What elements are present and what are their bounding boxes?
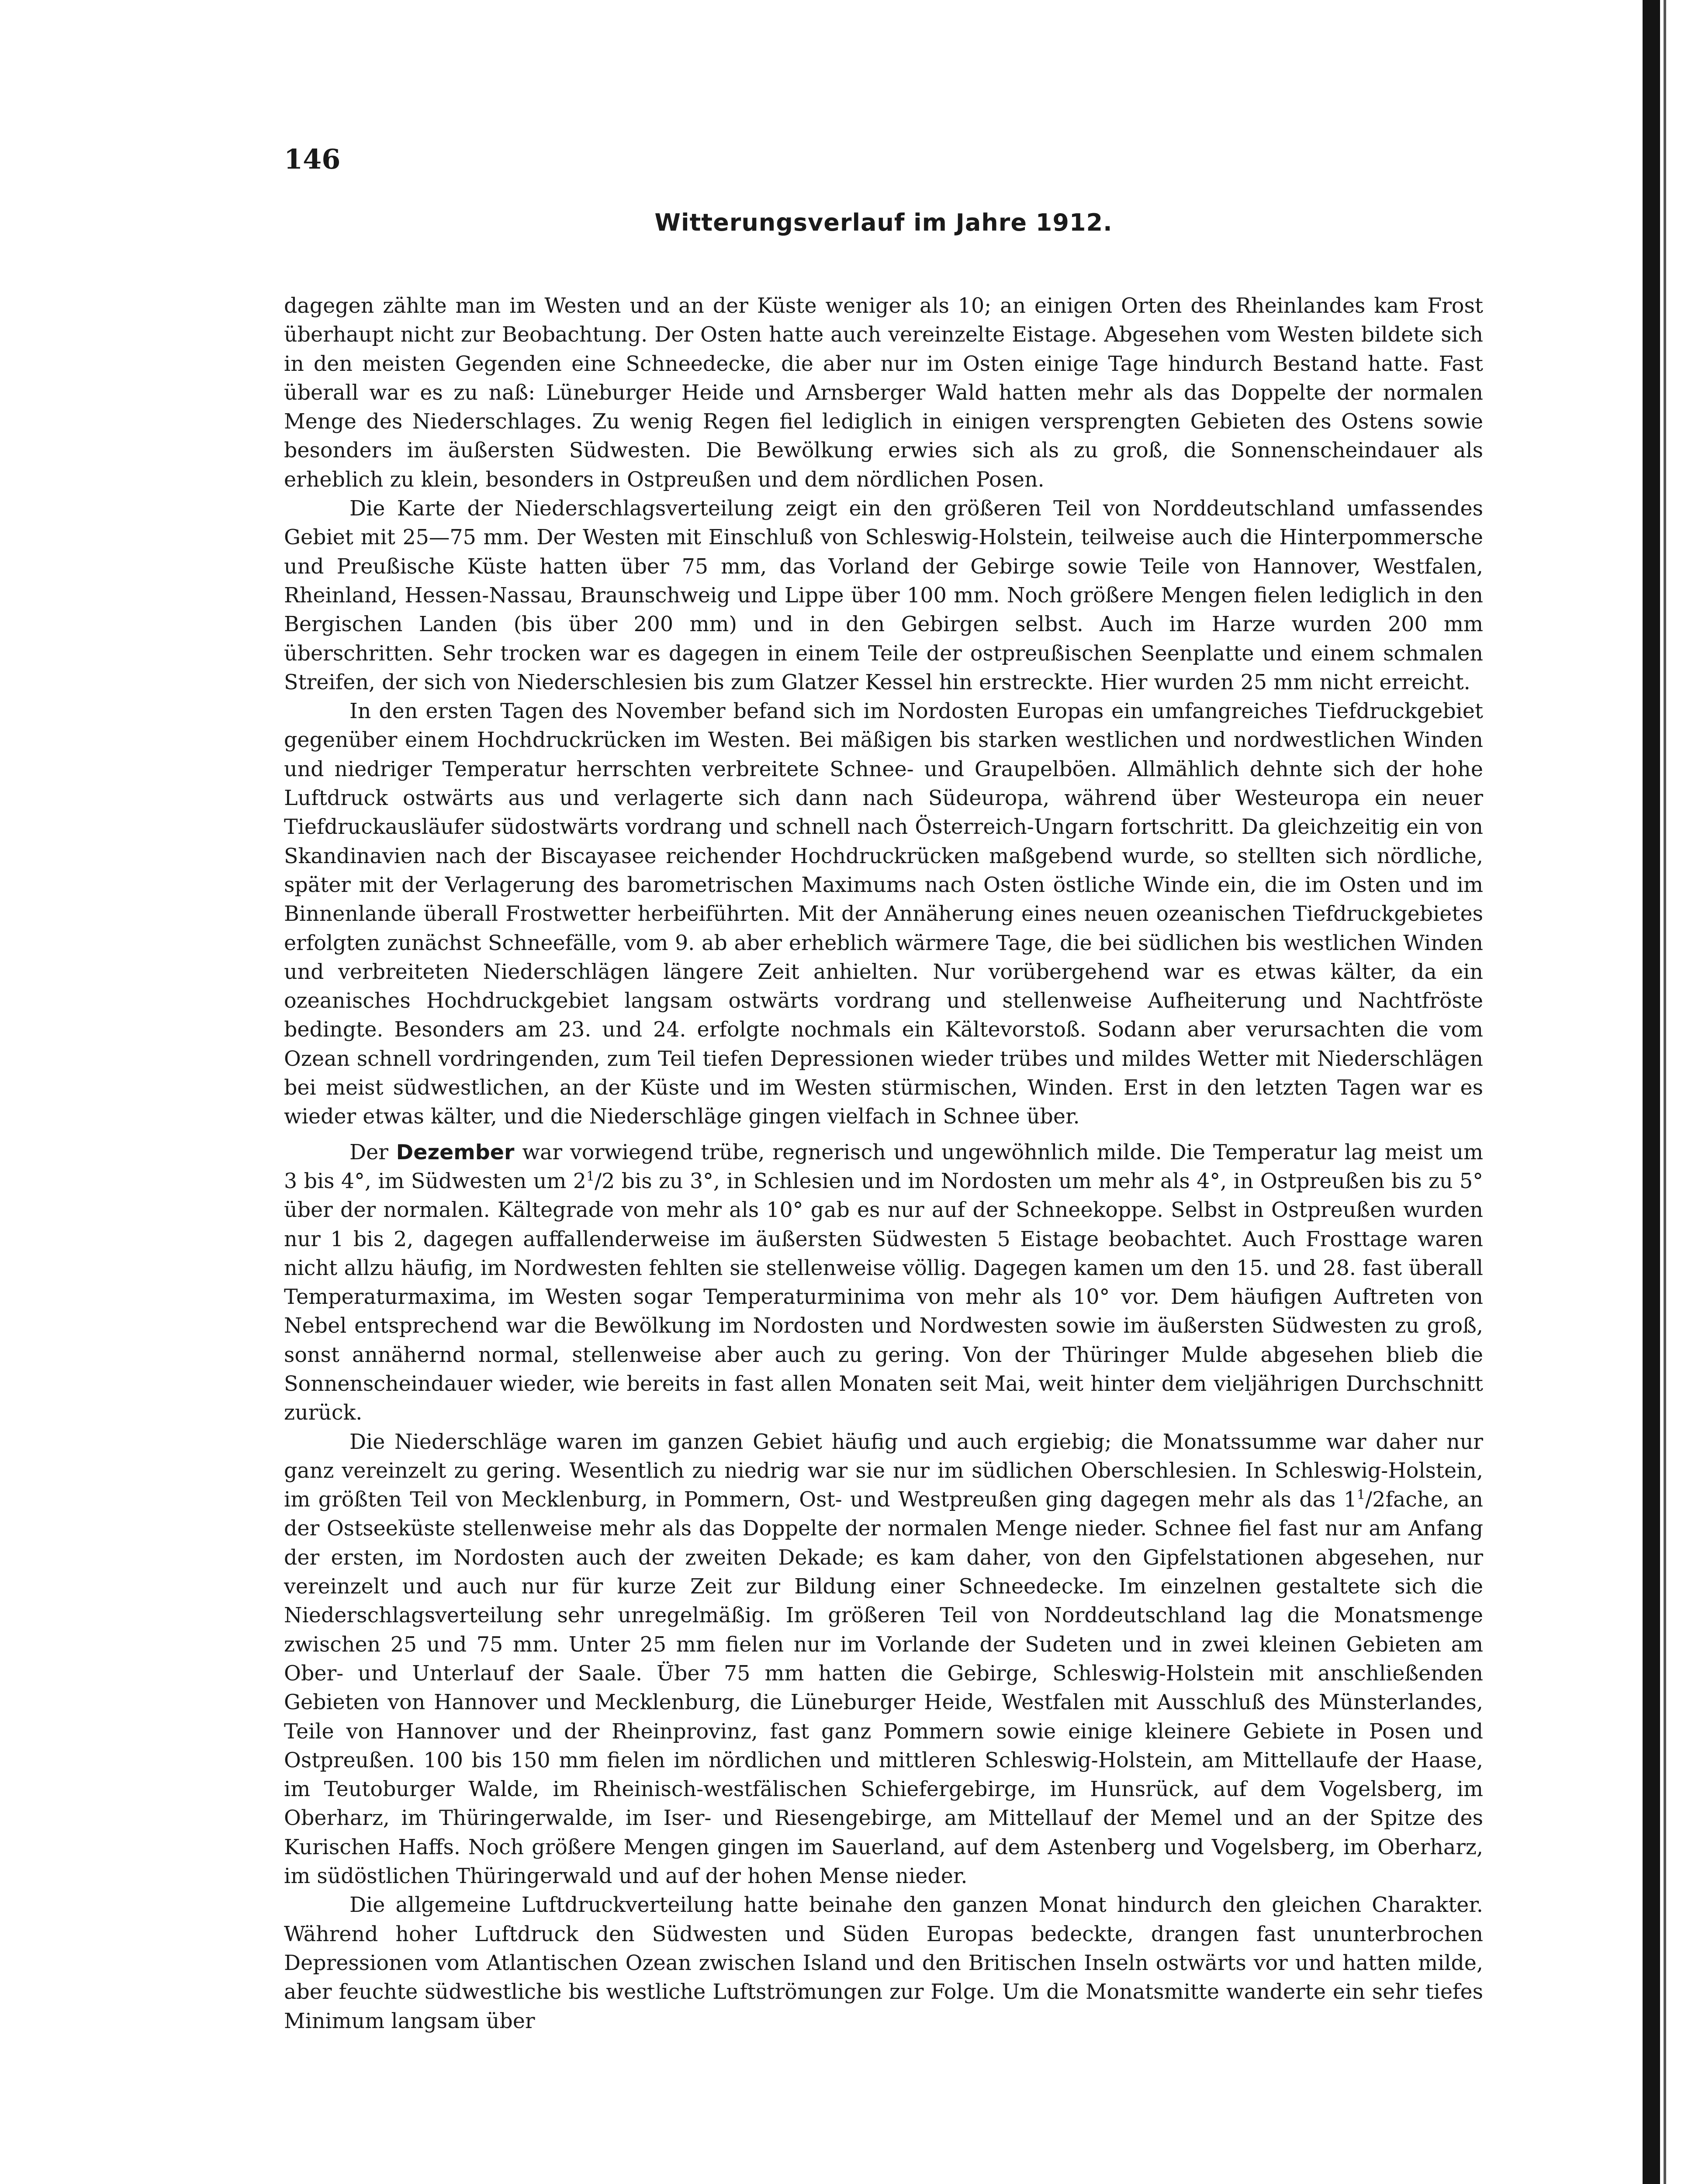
fraction-denominator: /2 (595, 1169, 615, 1193)
paragraph-4 (284, 1138, 1483, 1428)
paragraph-5-part-2: fache, an der Ostseeküste stellenweise mehr als das Doppelte der normalen Menge nieder. Schnee fiel fast nur am Anfang der ersten, im Nordosten auch der zweiten Dekade; es kam daher, von den Gipfelstationen abgesehen, nur vereinzelt und auch nur für kurze Zeit zur Bildung einer Schneedecke. Im einzelnen gestaltete sich die Niederschlagsverteilung sehr unregelmäßig. Im größeren Teil von Norddeutschland lag die Monatsmenge zwischen 25 und 75 mm. Unter 25 mm fielen nur im Vorlande der Sudeten und in zwei kleinen Gebieten am Ober- und Unterlauf der Saale. Über 75 mm hatten die Gebirge, Schleswig-Holstein mit anschließenden Gebieten von Hannover und Mecklenburg, die Lüneburger Heide, Westfalen mit Ausschluß des Münsterlandes, Teile von Hannover und der Rheinprovinz, fast ganz Pommern sowie einige kleinere Gebiete in Posen und Ostpreußen. 100 bis 150 mm fielen im nördlichen und mittleren Schleswig-Holstein, am Mittellaufe der Haase, im Teutoburger Walde, im Rheinisch-westfälischen Schiefergebirge, im Hunsrück, auf dem Vogelsberg, im Oberharz, im Thüringerwalde, im Iser- und Riesengebirge, am Mittellauf der Memel und an der Spitze des Kurischen Haffs. Noch größere Mengen gingen im Sauerland, auf dem Astenberg und Vogelsberg, im Oberharz, im südöstlichen Thüringerwald und auf der hohen Mense nieder. (284, 1488, 1483, 1889)
binding-edge (1643, 0, 1660, 2184)
paragraph-5 (284, 1428, 1483, 1891)
paragraph-2: Die Karte der Niederschlagsverteilung zeigt ein den größeren Teil von Norddeutschland umfassendes Gebiet mit 25—75 mm. Der Westen mit Einschluß von Schleswig-Holstein, teilweise auch die Hinterpommersche und Preußische Küste hatten über 75 mm, das Vorland der Gebirge sowie Teile von Hannover, Westfalen, Rheinland, Hessen-Nassau, Braunschweig und Lippe über 100 mm. Noch größere Mengen fielen lediglich in den Bergischen Landen (bis über 200 mm) und in den Gebirgen selbst. Auch im Harze wurden 200 mm überschritten. Sehr trocken war es dagegen in einem Teile der ostpreußischen Seenplatte und einem schmalen Streifen, der sich von Niederschlesien bis zum Glatzer Kessel hin erstreckte. Hier wurden 25 mm nicht erreicht. (284, 497, 1483, 695)
paragraph-5-part-1: Die Niederschläge waren im ganzen Gebiet häufig und auch ergiebig; die Monatssumme war daher nur ganz vereinzelt zu gering. Wesentlich zu niedrig war sie nur im südlichen Oberschlesien. In Schleswig-Holstein, im größten Teil von Mecklenburg, in Pommern, Ost- und Westpreußen ging dagegen mehr als das 1 (284, 1430, 1483, 1512)
paragraph-4-part-2: war vorwiegend trübe, regnerisch und ungewöhnlich milde. Die Temperatur lag meist um 3 bis 4°, im Südwesten um 2 (284, 1140, 1483, 1193)
paragraph-6: Die allgemeine Luftdruckverteilung hatte beinahe den ganzen Monat hindurch den gleichen Charakter. Während hoher Luftdruck den Südwesten und Süden Europas bedeckte, drangen fast ununterbrochen Depressionen vom Atlantischen Ozean zwischen Island und den Britischen Inseln ostwärts vor und hatten milde, aber feuchte südwestliche bis westliche Luftströmungen zur Folge. Um die Monatsmitte wanderte ein sehr tiefes Minimum langsam über (284, 1893, 1483, 2033)
paragraph-3: In den ersten Tagen des November befand sich im Nordosten Europas ein umfangreiches Tiefdruckgebiet gegenüber einem Hochdruckrücken im Westen. Bei mäßigen bis starken westlichen und nordwestlichen Winden und niedriger Temperatur herrschten verbreitete Schnee- und Graupelböen. Allmählich dehnte sich der hohe Luftdruck ostwärts aus und verlagerte sich dann nach Südeuropa, während über Westeuropa ein neuer Tiefdruckausläufer südostwärts vordrang und schnell nach Österreich-Ungarn fortschritt. Da gleichzeitig ein von Skandinavien nach der Biscayasee reichender Hochdruckrücken maßgebend wurde, so stellten sich nördliche, später mit der Verlagerung des barometrischen Maximums nach Osten östliche Winde ein, die im Osten und im Binnenlande überall Frostwetter herbeiführten. Mit der Annäherung eines neuen ozeanischen Tiefdruckgebietes erfolgten zunächst Schneefälle, vom 9. ab aber erheblich wärmere Tage, die bei südlichen bis westlichen Winden und verbreiteten Niederschlägen längere Zeit anhielten. Nur vorübergehend war es etwas kälter, da ein ozeanisches Hochdruckgebiet langsam ostwärts vordrang und stellenweise Aufheiterung und Nachtfröste bedingte. Besonders am 23. und 24. erfolgte nochmals ein Kältevorstoß. Sodann aber verursachten die vom Ozean schnell vordringenden, zum Teil tiefen Depressionen wieder trübes und mildes Wetter mit Niederschlägen bei meist südwestlichen, an der Küste und im Westen stürmischen, Winden. Erst in den letzten Tagen war es wieder etwas kälter, und die Niederschläge gingen vielfach in Schnee über. (284, 699, 1483, 1129)
running-title: Witterungsverlauf im Jahre 1912. (654, 209, 1113, 236)
fraction-numerator: 1 (1357, 1487, 1366, 1503)
fraction-numerator: 1 (586, 1169, 595, 1185)
page-number: 146 (284, 143, 341, 175)
paragraph-4-part-1: Der (349, 1140, 396, 1165)
body-text (284, 292, 1483, 2036)
paragraph-4-part-3: bis zu 3°, in Schlesien und im Nordosten um mehr als 4°, in Ostpreußen bis zu 5° über der normalen. Kältegrade von mehr als 10° gab es nur auf der Schneekoppe. Selbst in Ostpreußen wurden nur 1 bis 2, dagegen auffallenderweise im äußersten Südwesten 5 Eistage beobachtet. Auch Frosttage waren nicht allzu häufig, im Nordwesten fehlten sie stellenweise völlig. Dagegen kamen um den 15. und 28. fast überall Temperaturmaxima, im Westen sogar Temperaturminima von mehr als 10° vor. Dem häufigen Auftreten von Nebel entsprechend war die Bewölkung im Nordosten und Nordwesten sowie im äußersten Südwesten zu groß, sonst annähernd normal, stellenweise aber auch zu gering. Von der Thüringer Mulde abgesehen blieb die Sonnenscheindauer wieder, wie bereits in fast allen Monaten seit Mai, weit hinter dem vieljährigen Durchschnitt zurück. (284, 1169, 1483, 1425)
binding-edge-line (1664, 0, 1666, 2184)
paragraph-1: dagegen zählte man im Westen und an der Küste weniger als 10; an einigen Orten des Rheinlandes kam Frost überhaupt nicht zur Beobachtung. Der Osten hatte auch vereinzelte Eistage. Abgesehen vom Westen bildete sich in den meisten Gegenden eine Schneedecke, die aber nur im Osten einige Tage hindurch Bestand hatte. Fast überall war es zu naß: Lüneburger Heide und Arnsberger Wald hatten mehr als das Doppelte der normalen Menge des Niederschlages. Zu wenig Regen fiel lediglich in einigen versprengten Gebieten des Ostens sowie besonders im äußersten Südwesten. Die Bewölkung erwies sich als zu groß, die Sonnenscheindauer als erheblich zu klein, besonders in Ostpreußen und dem nördlichen Posen. (284, 294, 1483, 492)
month-heading-dezember: Dezember (396, 1140, 515, 1165)
fraction-denominator: /2 (1365, 1488, 1386, 1512)
